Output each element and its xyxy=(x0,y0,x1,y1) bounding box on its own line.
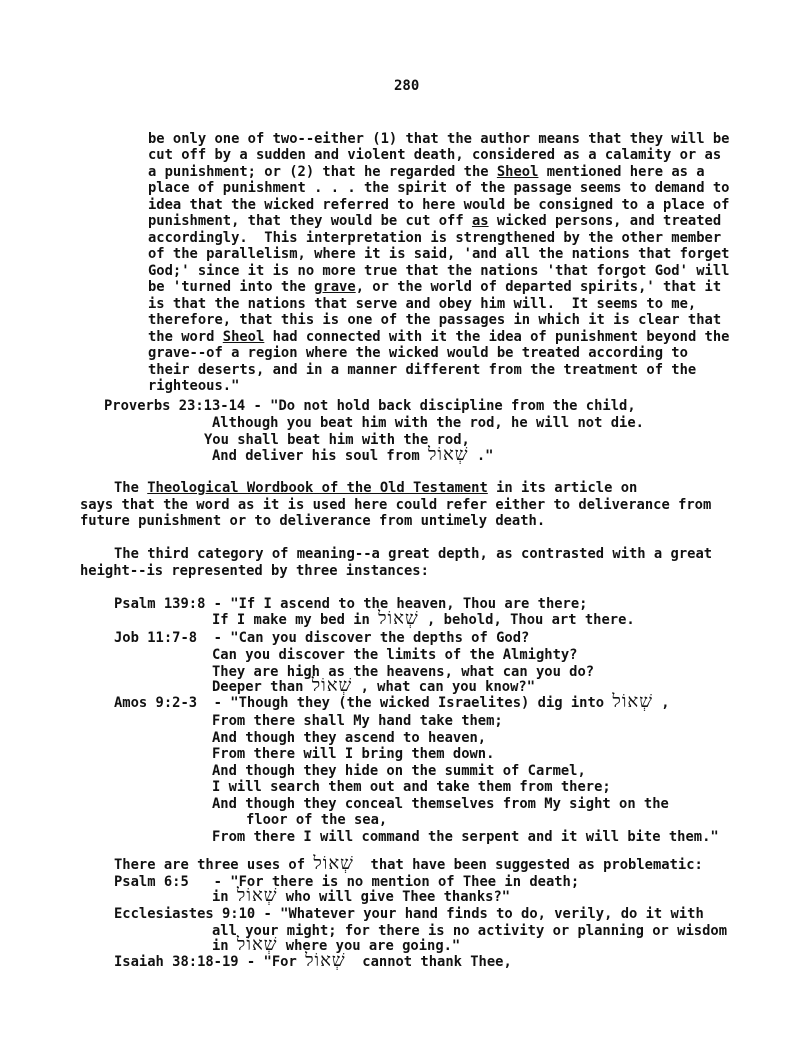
book-title: Theological Wordbook of the Old Testament xyxy=(147,480,488,496)
verse-line: Can you discover the limits of the Almighty? xyxy=(212,647,578,663)
verse-line: If I make my bed in שְׁאוֹל , behold, Thou art there. xyxy=(212,608,635,629)
text-line: grave--of a region where the wicked would be treated according to xyxy=(148,345,688,361)
verse-line: You shall beat him with the rod, xyxy=(204,432,470,448)
verse-line: And though they ascend to heaven, xyxy=(212,729,487,746)
text-line: height--is represented by three instances: xyxy=(80,562,429,579)
text-line: God;' since it is no more true that the nations 'that forgot God' will xyxy=(148,262,730,279)
verse-line: floor of the sea, xyxy=(246,812,388,828)
underlined-word: grave xyxy=(314,279,356,295)
text-line: idea that the wicked referred to here would be consigned to a place of xyxy=(148,196,730,213)
verse-line: From there will I bring them down. xyxy=(212,746,495,762)
job-citation xyxy=(114,630,529,647)
amos-citation xyxy=(114,691,670,712)
text-line: says that the word as it is used here could refer either to deliverance from xyxy=(80,496,712,513)
verse-line: I will search them out and take them from there; xyxy=(212,779,611,795)
hebrew-word: שְׁאוֹל xyxy=(378,608,419,629)
text-line: accordingly. This interpretation is strengthened by the other member xyxy=(148,229,722,246)
proverbs-citation xyxy=(104,398,636,415)
verse-line: They are high as the heavens, what can you do? xyxy=(212,664,595,680)
text-line: be only one of two--either (1) that the author means that they will be xyxy=(148,130,730,147)
commentary-quote xyxy=(148,114,729,395)
isaiah-citation xyxy=(114,950,512,971)
hebrew-word: שְׁאוֹל xyxy=(427,444,469,465)
verse-reference: Ecclesiastes 9:10 - xyxy=(114,906,281,922)
verse-line: all your might; for there is no activity or planning or wisdom xyxy=(212,923,727,939)
hebrew-word: שְׁאוֹל xyxy=(305,950,346,971)
text-line: of the parallelism, where it is said, 'and all the nations that forget xyxy=(148,246,730,262)
verse-line: in שְׁאוֹל who will give Thee thanks?" xyxy=(212,885,511,906)
text-line: therefore, that this is one of the passages in which it is clear that xyxy=(148,312,722,328)
verse-line: "Do not hold back discipline from the child, xyxy=(270,398,636,414)
verse-line: And though they hide on the summit of Carmel, xyxy=(212,762,586,779)
verse-reference: Proverbs 23:13-14 - xyxy=(104,398,271,414)
text-line: righteous." xyxy=(148,378,240,394)
ecclesiastes-citation xyxy=(114,906,704,923)
verse-reference: Psalm 139:8 - xyxy=(114,596,231,612)
verse-line: Although you beat him with the rod, he will not die. xyxy=(212,415,644,431)
text-line: a punishment; or (2) that he regarded the Sheol mentioned here as a xyxy=(148,163,705,180)
page-number: 280 xyxy=(394,78,420,94)
hebrew-word: שְׁאוֹל xyxy=(612,691,653,712)
underlined-word: Sheol xyxy=(222,328,265,345)
verse-line: And though they conceal themselves from My sight on the xyxy=(212,795,669,812)
amos-lines xyxy=(212,713,719,845)
verse-line: "Though they (the wicked Israelites) dig into שְׁאוֹל , xyxy=(230,691,670,712)
twot-paragraph: The Theological Wordbook of the Old Testament in its article on says that the word as it is used here could refer either to deliverance from future punishment or to deliverance from untimely death. xyxy=(80,480,712,529)
hebrew-word: שְׁאוֹל xyxy=(236,934,278,955)
verse-line: "Whatever your hand finds to do, verily, do it with xyxy=(280,906,704,922)
verse-line: From there I will command the serpent and it will bite them." xyxy=(212,828,719,845)
text-line: be 'turned into the grave, or the world of departed spirits,' that it xyxy=(148,279,722,295)
verse-line: "For שְׁאוֹל cannot thank Thee, xyxy=(263,950,512,971)
verse-line: "For there is no mention of Thee in death; xyxy=(230,874,580,890)
verse-line: "Can you discover the depths of God? xyxy=(230,630,530,646)
verse-line: Deeper than שְׁאוֹל , what can you know?" xyxy=(212,675,536,696)
third-category-paragraph: The third category of meaning--a great depth, as contrasted with a great height--is represented by three instances: xyxy=(80,546,713,579)
text-line: cut off by a sudden and violent death, considered as a calamity or as xyxy=(148,147,722,163)
verse-reference: Isaiah 38:18-19 - xyxy=(114,954,264,970)
verse-line: "If I ascend to the heaven, Thou are there; xyxy=(230,596,588,612)
text-line: the word Sheol had connected with it the idea of punishment beyond the xyxy=(148,328,730,345)
text-line: their deserts, and in a manner different from the treatment of the xyxy=(148,361,697,378)
verse-line: From there shall My hand take them; xyxy=(212,713,503,729)
verse-line: in שְׁאוֹל where you are going." xyxy=(212,934,461,955)
verse-reference: Psalm 6:5 - xyxy=(114,874,231,890)
text-line: is that the nations that serve and obey him will. It seems to me, xyxy=(148,295,697,312)
hebrew-word: שְׁאוֹל xyxy=(236,885,278,906)
hebrew-word: שְׁאוֹל xyxy=(311,675,353,696)
verse-line: And deliver his soul from שְׁאוֹל ." xyxy=(212,444,494,465)
verse-reference: Job 11:7-8 - xyxy=(114,630,231,646)
underlined-word: Sheol xyxy=(496,163,539,180)
verse-reference: Amos 9:2-3 - xyxy=(114,695,231,711)
text-line: place of punishment . . . the spirit of the passage seems to demand to xyxy=(148,180,730,196)
problematic-intro: There are three uses of שְׁאוֹל that have been suggested as problematic: xyxy=(114,853,703,874)
text-line: punishment, that they would be cut off as wicked persons, and treated xyxy=(148,213,722,229)
hebrew-word: שְׁאוֹל xyxy=(313,853,354,874)
text-line: future punishment or to deliverance from untimely death. xyxy=(80,513,546,529)
underlined-word: as xyxy=(471,213,489,229)
